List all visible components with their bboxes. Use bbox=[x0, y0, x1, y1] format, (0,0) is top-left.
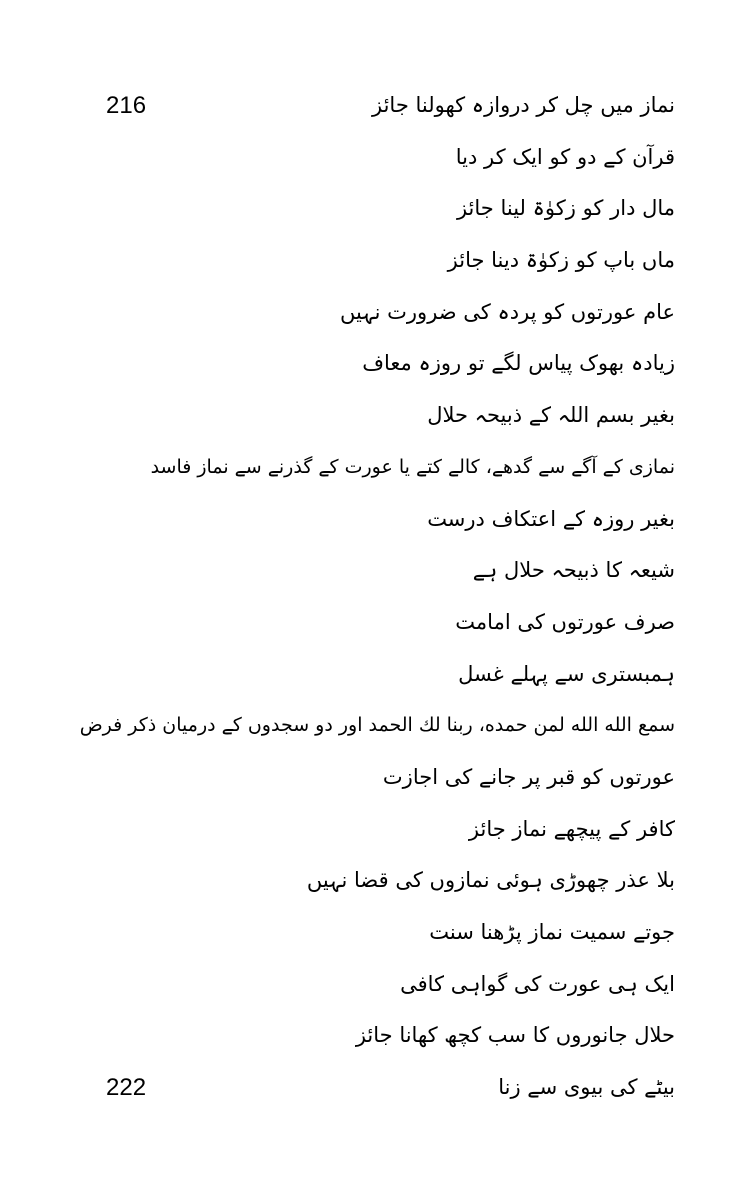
list-item: بیٹے کی بیوی سے زنا bbox=[498, 1075, 675, 1100]
list-item: کافر کے پیچھے نماز جائز bbox=[468, 816, 675, 841]
list-item: بلا عذر چھوڑی ہوئی نمازوں کی قضا نہیں bbox=[306, 868, 675, 893]
list-item: مال دار کو زکوٰۃ لینا جائز bbox=[456, 196, 675, 221]
list-item: ماں باپ کو زکوٰۃ دینا جائز bbox=[447, 248, 675, 273]
list-item: صرف عورتوں کی امامت bbox=[455, 609, 675, 634]
page-number-first: 216 bbox=[106, 92, 147, 119]
list-item: عام عورتوں کو پردہ کی ضرورت نہیں bbox=[340, 299, 675, 324]
list-item: ہمبستری سے پہلے غسل bbox=[458, 661, 675, 686]
list-item: نمازی کے آگے سے گدھے، کالے کتے یا عورت کے گذرنے سے نماز فاسد bbox=[150, 455, 675, 478]
list-item: جوتے سمیت نماز پڑھنا سنت bbox=[429, 920, 675, 944]
list-item: بغیر روزہ کے اعتکاف درست bbox=[427, 506, 675, 531]
list-item: نماز میں چل کر دروازہ کھولنا جائز bbox=[371, 93, 675, 117]
page-number-last: 222 bbox=[106, 1074, 147, 1101]
list-item: عورتوں کو قبر پر جانے کی اجازت bbox=[382, 764, 675, 789]
list-item: سمع الله الله لمن حمده، ربنا لك الحمد اور دو سجدوں کے درمیان ذکر فرض bbox=[79, 714, 675, 737]
list-item: بغیر بسم اللہ کے ذبیحہ حلال bbox=[427, 403, 675, 428]
entry-list bbox=[75, 80, 675, 1114]
list-item: حلال جانوروں کا سب کچھ کھانا جائز bbox=[355, 1023, 675, 1048]
list-item: ایک ہی عورت کی گواہی کافی bbox=[400, 971, 675, 996]
list-item: شیعہ کا ذبیحہ حلال ہے bbox=[472, 558, 675, 583]
list-item: قرآن کے دو کو ایک کر دیا bbox=[455, 144, 675, 169]
list-item: زیادہ بھوک پیاس لگے تو روزہ معاف bbox=[362, 351, 675, 376]
